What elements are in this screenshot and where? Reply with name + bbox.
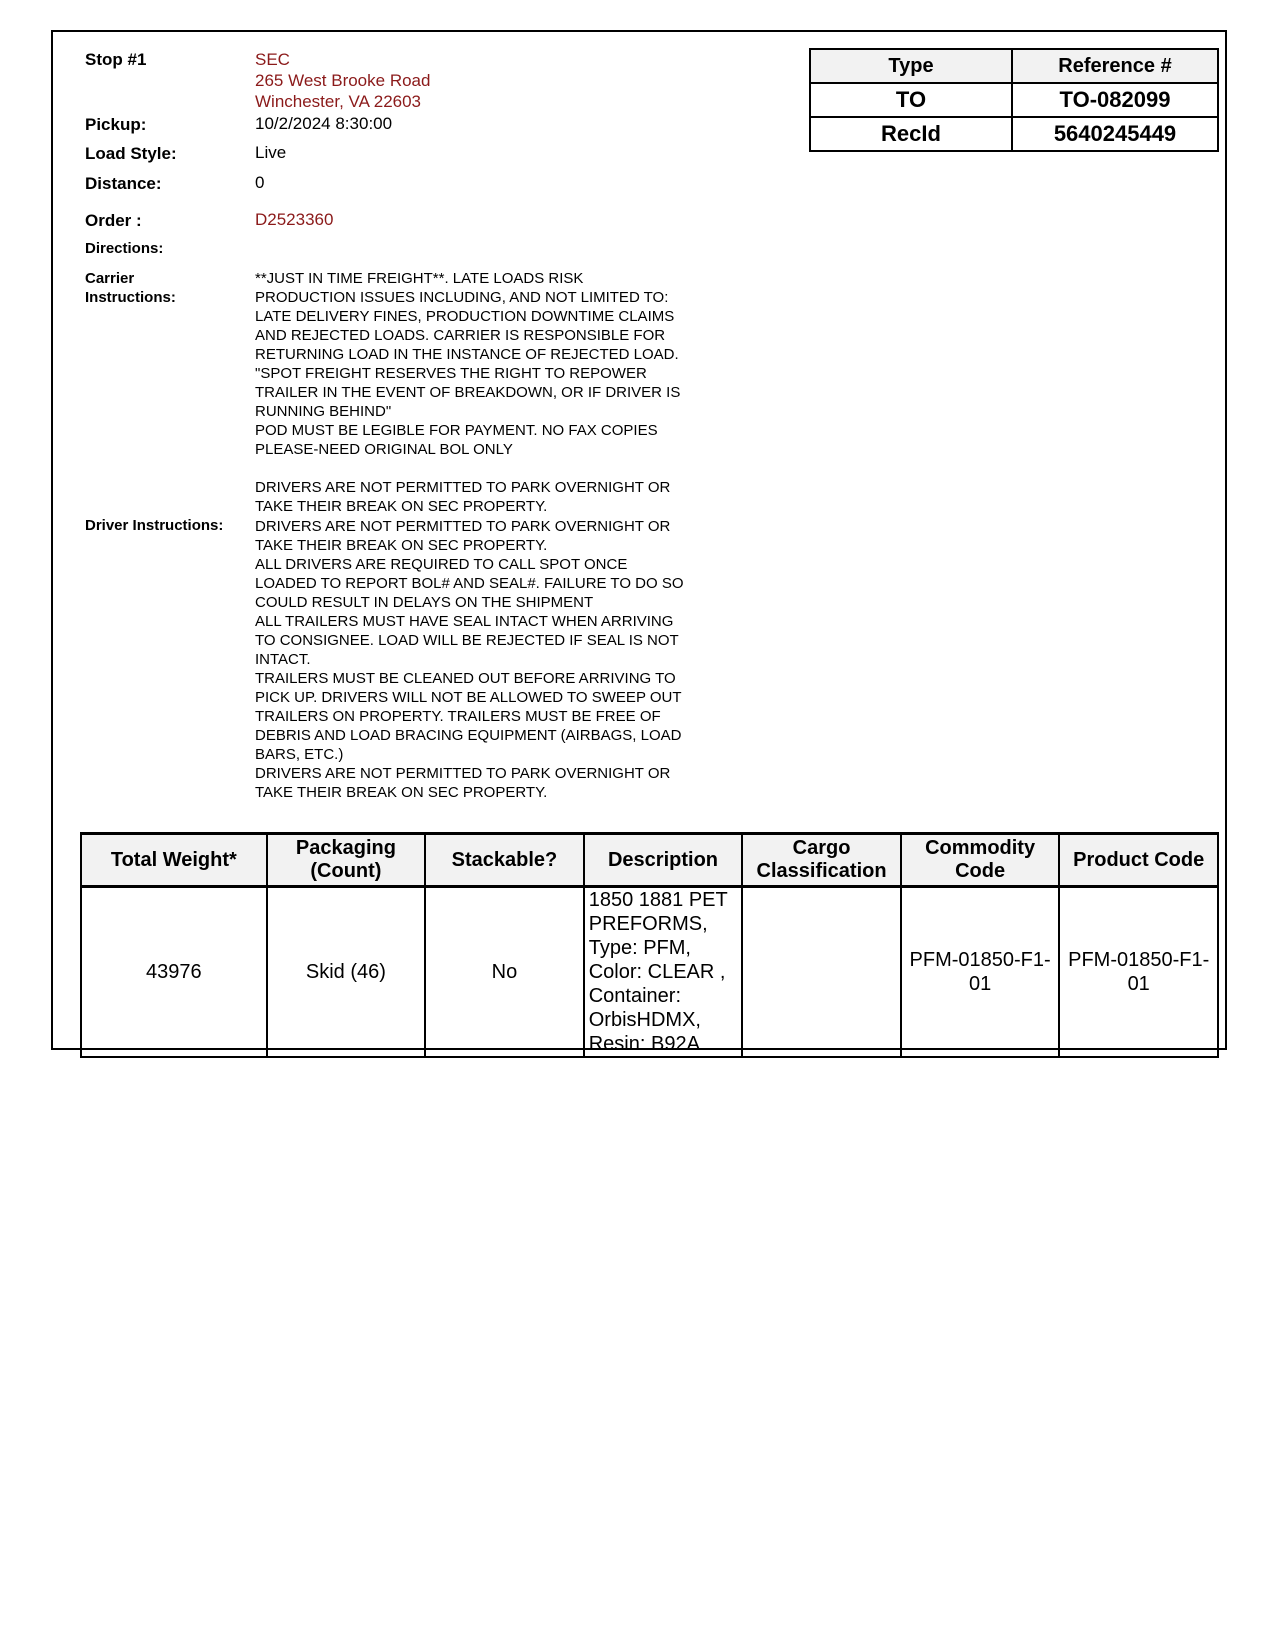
driver-instructions-text: DRIVERS ARE NOT PERMITTED TO PARK OVERNIGHT OR TAKE THEIR BREAK ON SEC PROPERTY. ALL DRIVERS ARE REQUIRED TO CALL SPOT ONCE LOADED TO REPORT BOL# AND SEAL#. FAILURE TO DO SO COULD RESULT IN DELAYS ON THE SHIPMENT ALL TRAILERS MUST HAVE SEAL INTACT WHEN ARRIVING TO CONSIGNEE. LOAD WILL BE REJECTED IF SEAL IS NOT INTACT. TRAILERS MUST BE CLEANED OUT BEFORE ARRIVING TO PICK UP. DRIVERS WILL NOT BE ALLOWED TO SWEEP OUT TRAILERS ON PROPERTY. TRAILERS MUST BE FREE OF DEBRIS AND LOAD BRACING EQUIPMENT (AIRBAGS, LOAD BARS, ETC.) DRIVERS ARE NOT PERMITTED TO PARK OVERNIGHT OR TAKE THEIR BREAK ON SEC PROPERTY. (255, 518, 684, 801)
cell-total-weight: 43976 (81, 887, 267, 1058)
stop-address (255, 49, 430, 112)
order-label: Order : (85, 211, 142, 230)
reference-type-cell: RecId (810, 117, 1012, 151)
reference-row (810, 117, 1218, 151)
pickup-label: Pickup: (85, 115, 147, 134)
reference-type-cell: TO (810, 83, 1012, 117)
reference-table-header (810, 49, 1218, 83)
cell-packaging: Skid (46) (267, 887, 426, 1058)
distance-label: Distance: (85, 174, 162, 193)
cell-description: 1850 1881 PET PREFORMS, Type: PFM, Color: CLEAR , Container: OrbisHDMX, Resin: B92A (584, 887, 743, 1058)
order-value: D2523360 (255, 210, 334, 229)
cell-product-code: PFM-01850-F1-01 (1059, 887, 1218, 1058)
header-cargo-classification: Cargo Classification (742, 834, 901, 887)
header-stackable: Stackable? (425, 834, 584, 887)
carrier-instructions-text: **JUST IN TIME FREIGHT**. LATE LOADS RISK PRODUCTION ISSUES INCLUDING, AND NOT LIMITED TO: LATE DELIVERY FINES, PRODUCTION DOWNTIME CLAIMS AND REJECTED LOADS. CARRIER IS RESPONSIBLE FOR RETURNING LOAD IN THE INSTANCE OF REJECTED LOAD. "SPOT FREIGHT RESERVES THE RIGHT TO REPOWER TRAILER IN THE EVENT OF BREAKDOWN, OR IF DRIVER IS RUNNING BEHIND" POD MUST BE LEGIBLE FOR PAYMENT. NO FAX COPIES PLEASE-NEED ORIGINAL BOL ONLY DRIVERS ARE NOT PERMITTED TO PARK OVERNIGHT OR TAKE THEIR BREAK ON SEC PROPERTY. (255, 270, 681, 515)
reference-header-type: Type (810, 49, 1012, 83)
driver-instructions-label: Driver Instructions: (85, 517, 224, 534)
stop-label: Stop #1 (85, 50, 147, 69)
header-commodity-code: Commodity Code (901, 834, 1060, 887)
cell-commodity-code: PFM-01850-F1-01 (901, 887, 1060, 1058)
header-product-code: Product Code (1059, 834, 1218, 887)
stop-name: SEC (255, 50, 290, 69)
header-total-weight: Total Weight* (81, 834, 267, 887)
load-table-header (81, 834, 1218, 887)
table-row (81, 887, 1218, 1058)
reference-table (809, 48, 1219, 152)
carrier-instructions-label: Carrier Instructions: (85, 270, 176, 306)
reference-number-cell: 5640245449 (1012, 117, 1218, 151)
distance-value: 0 (255, 173, 265, 192)
header-description: Description (584, 834, 743, 887)
cell-stackable: No (425, 887, 584, 1058)
directions-label: Directions: (85, 240, 164, 257)
load-style-value: Live (255, 143, 287, 162)
stop-address-line1: 265 West Brooke Road (255, 71, 431, 90)
cell-cargo-classification (742, 887, 901, 1058)
pickup-value: 10/2/2024 8:30:00 (255, 114, 393, 133)
load-details-table (80, 832, 1219, 1058)
load-style-label: Load Style: (85, 144, 177, 163)
stop-address-line2: Winchester, VA 22603 (255, 92, 422, 111)
reference-header-number: Reference # (1012, 49, 1218, 83)
reference-number-cell: TO-082099 (1012, 83, 1218, 117)
header-packaging: Packaging (Count) (267, 834, 426, 887)
reference-row (810, 83, 1218, 117)
